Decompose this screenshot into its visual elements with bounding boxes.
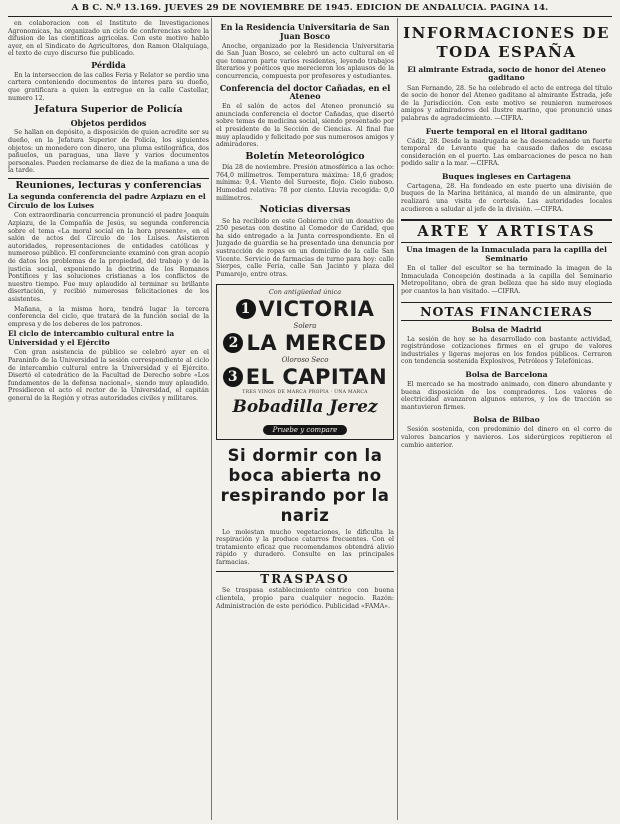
- headline-almirante: El almirante Estrada, socio de honor del Ateneo gaditano: [407, 64, 606, 83]
- article-text: Con gran asistencia de público se celebró ayer en el Paraninfo de la Universidad la sesión correspondiente al ciclo de intercambio cultural entre la Universidad y el Ejército. Disertó el catedrático de la Facultad de Derecho sobre «Los fundamentos de la defensa nacional», siendo muy aplaudido. Presidieron el acto el rector de la Universidad, el capitán general de la Región y otras autoridades civiles y militares.: [8, 349, 209, 402]
- headline-buques: Buques ingleses en Cartagena: [442, 171, 571, 181]
- ad-brand-sub: Oloroso Seco: [281, 356, 329, 365]
- article-text: Mañana, a la misma hora, tendrá lugar la tercera conferencia del ciclo, que tratará de la función social de la empresa y de los deberes de los patronos.: [8, 305, 209, 328]
- headline-bolsa-madrid: Bolsa de Madrid: [471, 324, 542, 334]
- health-advertisement-headline: Si dormir con la boca abierta no respirando por la nariz: [220, 446, 390, 525]
- ad-brand: LA MERCED: [246, 331, 387, 356]
- headline-boletin: Boletín Meteorológico: [245, 150, 365, 162]
- article-text: En el taller del escultor se ha terminado la imagen de la Inmaculada Concepción destinada a la capilla del Seminario Metropolitano, obra de gran belleza que ha sido muy elogiada por cuantos la han visitado. —CIFRA.: [401, 265, 612, 296]
- section-headline-reuniones: Reuniones, lecturas y conferencias: [8, 178, 209, 191]
- ad-tagline: Con antigüedad única: [268, 288, 342, 297]
- headline-azpiazu: La segunda conferencia del padre Azpiazu en el Círculo de los Luises: [8, 192, 206, 210]
- advertisement-text: Lo molestan mucho vegetaciones, le dificulta la respiración y la produce catarros frecuentes. Con el tratamiento eficaz que recomendamos obtendrá alivio rápido y duradero. Consulte en las principales farmacias.: [216, 528, 394, 566]
- headline-jefatura: Jefatura Superior de Policía: [34, 104, 183, 116]
- ad-item: [221, 297, 389, 321]
- ad-slogan: Pruebe y compare: [263, 425, 348, 435]
- ad-number-badge: 3: [223, 367, 243, 387]
- section-title-notas: NOTAS FINANCIERAS: [401, 302, 612, 321]
- headline-noticias: Noticias diversas: [259, 204, 351, 216]
- article-text: Se ha recibido en este Gobierno civil un donativo de 250 pesetas con destino al Comedor de Caridad, que ha sido entregado a la Junta correspondiente. En el Juzgado de guardia se ha presentado una denuncia por sustracción de ropas en un domicilio de la calle San Vicente. Servicio de farmacias de turno para hoy: calle Sierpes, calle Feria, calle San Jacinto y plaza del Pumarejo, entre otras.: [216, 217, 394, 278]
- headline-bolsa-barcelona: Bolsa de Barcelona: [465, 370, 548, 380]
- article-text: en colaboracion con el Instituto de Investigaciones Agronomicas, ha organizado un ciclo de conferencias sobre la difusion de las cientificas agricolas. Con este motivo hablo ayer, en el Sindicato de Agricultores, don Ramon Olalquiaga, el texto de cuyo discurso fue publicado.: [8, 20, 209, 58]
- column-middle: [216, 20, 394, 820]
- classified-headline: TRASPASO: [216, 571, 394, 586]
- wine-advertisement: [216, 284, 394, 440]
- column-rule: [211, 18, 212, 820]
- column-right: [401, 20, 612, 820]
- headline-bolsa-bilbao: Bolsa de Bilbao: [473, 415, 540, 425]
- subheadline-objetos: Objetos perdidos: [70, 117, 147, 128]
- article-text: Con extraordinaria concurrencia pronunció el padre Joaquín Azpiazu, de la Compañía de Jesús, su segunda conferencia sobre el tema «La moral social en la hora presente», en el salón de actos del Círculo de los Luises. Asistieron autoridades, representaciones de entidades católicas y numeroso público. El conferenciante examinó con gran acopio de datos los problemas de la propiedad, del trabajo y de la justicia social, exponiendo la doctrina de los Romanos Pontífices y las soluciones cristianas a los conflictos de nuestro tiempo. Fue muy aplaudido al terminar su brillante disertación, y recibió numerosas felicitaciones de los asistentes.: [8, 212, 209, 303]
- article-text: Cádiz, 28. Desde la madrugada se ha desencadenado un fuerte temporal de Levante que ha causado daños de escasa consideración en el puerto. Las embarcaciones de pesca no han podido salir a la mar. —CIFRA.: [401, 137, 612, 168]
- headline-perdida: Pérdida: [91, 59, 126, 70]
- headline-residencia: En la Residencia Universitaria de San Juan Bosco: [220, 22, 390, 41]
- column-left: [8, 20, 209, 820]
- article-text: El mercado se ha mostrado animado, con dinero abundante y buena disposición de los compradores. Los valores de electricidad avanzaron algunos enteros, y los de tracción se mantuvieron firmes.: [401, 381, 612, 411]
- classified-text: Se traspasa establecimiento céntrico con buena clientela, propio para cualquier negocio. Razón: Administración de este periódico. Publicidad «FAMA».: [216, 587, 394, 610]
- ad-number-badge: 1: [236, 299, 256, 319]
- ad-item: [221, 365, 389, 389]
- headline-conferencia: Conferencia del doctor Cañadas, en el Ateneo: [219, 82, 391, 102]
- headline-imagen: Una imagen de la Inmaculada para la capilla del Seminario: [406, 245, 607, 263]
- article-text: San Fernando, 28. Se ha celebrado el acto de entrega del título de socio de honor del Ateneo gaditano al almirante Estrada, jefe de la Jurisdicción. Con este motivo se reunieron numerosos amigos y admiradores del ilustre marino, que pronunció unas palabras de agradecimiento. —CIFRA.: [401, 84, 612, 122]
- article-text: Se hallan en depósito, a disposición de quien acredite ser su dueño, en la Jefatura Superior de Policía, los siguientes objetos: un monedero con dinero, una pluma estilográfica, dos pañuelos, un paraguas, una llave y varios documentos personales. Pueden reclamarse de diez de la mañana a una de la tarde.: [8, 129, 209, 175]
- article-text: En el salón de actos del Ateneo pronunció su anunciada conferencia el doctor Cañadas, que disertó sobre temas de medicina social, siendo presentado por el presidente de la Sección de Ciencias. Al final fue muy aplaudido y felicitado por sus numerosos amigos y admiradores.: [216, 103, 394, 149]
- article-text: Sesión sostenida, con predominio del dinero en el corro de valores bancarios y navieros. Los siderúrgicos repitieron el cambio anterior.: [401, 426, 612, 449]
- ad-strip: TRES VINOS DE MARCA PROPIA · UNA MARCA: [242, 390, 368, 396]
- section-title-informaciones: INFORMACIONES DE TODA ESPAÑA: [403, 24, 610, 61]
- ad-brand: EL CAPITAN: [245, 365, 388, 390]
- ad-bobadilla-logo: Bobadilla Jerez: [232, 397, 378, 418]
- ad-item: [221, 331, 389, 355]
- ad-brand-sub: Solera: [293, 322, 317, 331]
- article-text: En la interseccion de las calles Feria y Relator se perdio una cartera conteniendo documentos de interes para su dueño, que gratificara a quien la entregue en la calle Castellar, numero 12.: [8, 71, 209, 102]
- column-rule: [397, 18, 398, 820]
- ad-number-badge: 2: [223, 333, 243, 353]
- headline-intercambio: El ciclo de intercambio cultural entre la Universidad y el Ejército: [8, 329, 175, 347]
- article-text: Día 28 de noviembre. Presión atmosférica a las ocho: 764,0 milímetros. Temperatura máxima: 18,6 grados; mínima: 9,4. Viento del Suroeste, flojo. Cielo nuboso. Humedad relativa: 78 por ciento. Lluvia recogida: 0,0 milímetros.: [216, 164, 394, 202]
- page-header: A B C. N.º 13.169. JUEVES 29 DE NOVIEMBRE DE 1945. EDICION DE ANDALUCIA. PAGINA 14.: [8, 0, 612, 17]
- headline-temporal: Fuerte temporal en el litoral gaditano: [425, 126, 588, 136]
- article-text: La sesión de hoy se ha desarrollado con bastante actividad, registrándose cotizaciones firmes en el grupo de valores industriales y ligeras mejoras en los fondos públicos. Cerraron con tendencia sostenida Explosivos, Petróleos y Telefónicas.: [401, 335, 612, 366]
- article-text: Anoche, organizado por la Residencia Universitaria de San Juan Bosco, se celebró un acto cultural en el que tomaron parte varios residentes, leyendo trabajos literarios y poéticos que merecieron los aplausos de la concurrencia, compuesta por profesores y estudiantes.: [216, 42, 394, 80]
- ad-brand: VICTORIA: [258, 297, 375, 322]
- article-text: Cartagena, 28. Ha fondeado en este puerto una división de buques de la Marina británica, al mando de un almirante, que realizará una visita de cortesía. Las autoridades locales acudieron a saludar al jefe de la división. —CIFRA.: [401, 182, 612, 213]
- section-title-arte: ARTE Y ARTISTAS: [401, 219, 612, 243]
